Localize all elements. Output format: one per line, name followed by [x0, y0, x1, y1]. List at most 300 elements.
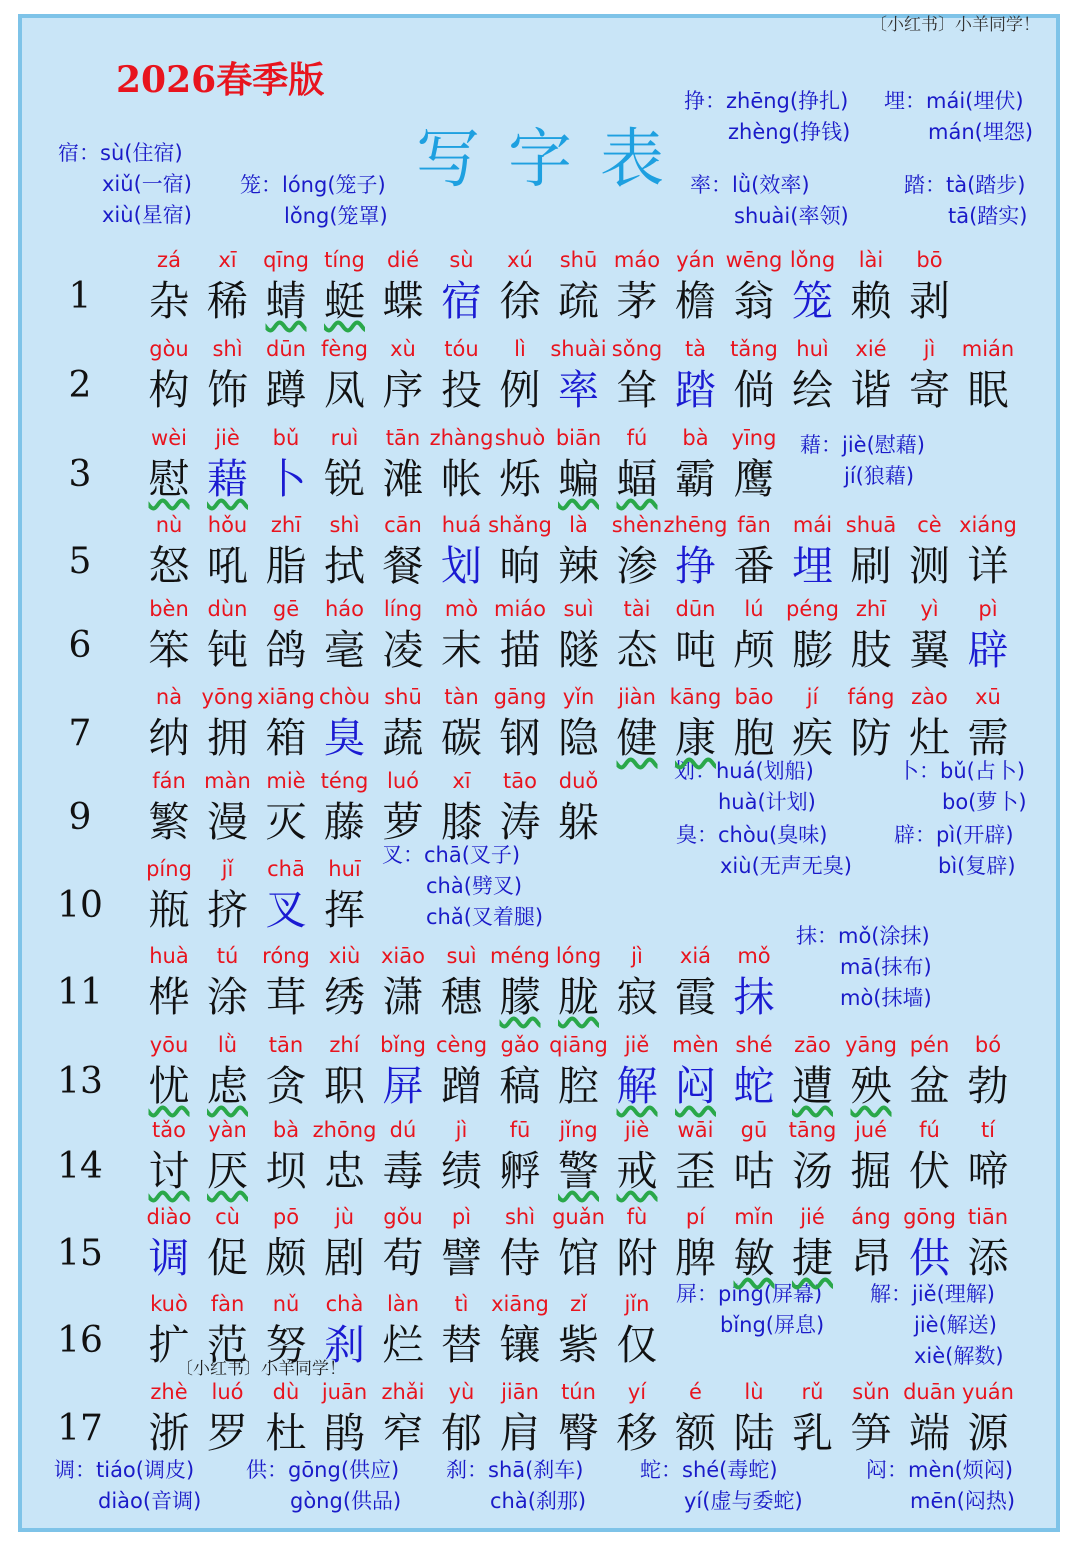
hanzi: 肩 [499, 1409, 541, 1457]
pinyin: xù [390, 337, 416, 361]
pinyin: zhōng [312, 1118, 377, 1142]
polyphone-note [58, 138, 192, 231]
note-reading: xiù(无声无臭) [720, 854, 852, 878]
pinyin: gē [272, 597, 300, 621]
note-reading: 屏：píng(屏幕) [676, 1282, 823, 1306]
pinyin: dùn [207, 597, 248, 621]
pinyin: zǐ [570, 1292, 587, 1316]
pinyin: xī [218, 248, 237, 272]
pinyin: zhàng [429, 426, 494, 450]
hanzi: 烂 [382, 1321, 424, 1369]
hanzi: 踏 [675, 366, 716, 414]
pinyin: lài [858, 248, 884, 272]
hanzi: 咕 [733, 1147, 775, 1195]
hanzi: 罗 [207, 1409, 248, 1457]
pinyin: jiě [624, 1033, 650, 1057]
hanzi: 替 [441, 1321, 482, 1369]
hanzi: 额 [675, 1409, 716, 1457]
hanzi: 啼 [967, 1147, 1009, 1195]
hanzi: 描 [499, 626, 541, 674]
pinyin: tú [216, 944, 239, 968]
row-number: 10 [57, 885, 103, 926]
pinyin: mǒ [737, 944, 771, 968]
pinyin: yì [920, 597, 939, 621]
note-reading: 抹：mǒ(涂抹) [796, 924, 930, 948]
hanzi: 详 [967, 542, 1009, 590]
pinyin: diào [146, 1205, 192, 1229]
hanzi: 刹 [324, 1321, 365, 1369]
note-reading: 辟：pì(开辟) [894, 823, 1014, 847]
pinyin: yǐn [562, 685, 595, 709]
note-reading: chà(刹那) [490, 1489, 587, 1513]
char-cell [901, 246, 959, 328]
pinyin: nà [155, 685, 183, 709]
hanzi: 繁 [148, 798, 190, 846]
pinyin: dūn [266, 337, 306, 361]
table-row [0, 855, 1080, 945]
pinyin: gòu [149, 337, 189, 361]
hanzi: 剧 [324, 1234, 365, 1282]
note-reading: 划：huá(划船) [674, 759, 814, 783]
hanzi: 范 [207, 1321, 248, 1369]
hanzi: 耸 [616, 366, 658, 414]
pinyin: lǒng [789, 248, 836, 272]
pinyin: fān [737, 513, 771, 537]
pinyin: luó [211, 1380, 244, 1404]
hanzi: 萝 [382, 798, 424, 846]
pinyin: suì [446, 944, 477, 968]
pinyin: jǐn [624, 1292, 650, 1316]
hanzi: 稀 [207, 277, 248, 325]
hanzi: 灭 [265, 798, 307, 846]
pinyin: shé [735, 1033, 773, 1057]
pinyin: lù [744, 1380, 764, 1404]
pinyin: làn [386, 1292, 419, 1316]
pinyin: shuā [845, 513, 897, 537]
hanzi: 健 [616, 714, 658, 762]
pinyin: pì [451, 1205, 472, 1229]
hanzi: 防 [850, 714, 892, 762]
pinyin: xiāng [491, 1292, 549, 1316]
pinyin: róng [262, 944, 310, 968]
hanzi: 箱 [265, 714, 307, 762]
table-row [0, 1116, 1080, 1206]
pinyin: tǎo [152, 1118, 186, 1142]
pinyin: tàn [444, 685, 479, 709]
char-cell [725, 424, 783, 506]
hanzi: 埋 [792, 542, 833, 590]
hanzi: 颅 [733, 626, 775, 674]
hanzi: 脾 [675, 1234, 716, 1282]
hanzi: 虑 [207, 1062, 248, 1110]
note-reading: 埋：mái(埋伏) [884, 89, 1024, 113]
pinyin: tíng [324, 248, 365, 272]
note-reading: 蛇：shé(毒蛇) [640, 1458, 778, 1482]
hanzi: 盆 [909, 1062, 950, 1110]
hanzi: 源 [967, 1409, 1009, 1457]
note-reading: 闷：mèn(烦闷) [866, 1458, 1014, 1482]
watermark-mid: 〔小红书〕小羊同学！ [176, 1359, 346, 1379]
hanzi: 陆 [733, 1409, 775, 1457]
hanzi: 瓶 [148, 886, 190, 934]
pinyin: wèi [151, 426, 187, 450]
row-number: 14 [57, 1146, 103, 1187]
note-reading: bo(萝卜) [942, 790, 1027, 814]
hanzi: 绩 [441, 1147, 482, 1195]
hanzi: 徐 [499, 277, 541, 325]
pinyin: tài [623, 597, 651, 621]
pinyin: nù [155, 513, 183, 537]
pinyin: nǔ [272, 1292, 300, 1316]
hanzi: 勃 [967, 1062, 1009, 1110]
pinyin: luó [387, 769, 419, 793]
table-row [0, 335, 1080, 425]
hanzi: 扩 [148, 1321, 190, 1369]
note-reading: 踏：tà(踏步) [904, 173, 1026, 197]
hanzi: 苟 [382, 1234, 424, 1282]
note-reading: chà(劈叉) [426, 874, 523, 898]
hanzi: 餐 [382, 542, 424, 590]
row-number: 15 [57, 1233, 103, 1274]
hanzi: 膝 [441, 798, 482, 846]
hanzi: 藤 [324, 798, 365, 846]
pinyin: zhǎi [381, 1380, 425, 1404]
pinyin: shèn [611, 513, 663, 537]
hanzi: 警 [558, 1147, 599, 1195]
hanzi: 馆 [558, 1234, 599, 1282]
pinyin: gāng [493, 685, 547, 709]
row-number: 5 [68, 541, 92, 582]
char-cell [959, 1116, 1017, 1198]
polyphone-note [690, 170, 849, 232]
pinyin: xié [855, 337, 887, 361]
hanzi: 职 [324, 1062, 365, 1110]
hanzi: 遭 [792, 1062, 833, 1110]
pinyin: jiàn [618, 685, 656, 709]
hanzi: 寂 [616, 973, 658, 1021]
hanzi: 疾 [792, 714, 833, 762]
pinyin: kāng [669, 685, 722, 709]
note-reading: jiè(解送) [914, 1313, 997, 1337]
hanzi: 刷 [850, 542, 892, 590]
hanzi: 解 [616, 1062, 658, 1110]
pinyin: dūn [675, 597, 716, 621]
hanzi: 茸 [265, 973, 307, 1021]
hanzi: 灶 [909, 714, 950, 762]
hanzi: 附 [616, 1234, 658, 1282]
pinyin: ruì [330, 426, 359, 450]
pinyin: yāng [845, 1033, 897, 1057]
pinyin: tāng [788, 1118, 837, 1142]
hanzi: 紫 [558, 1321, 599, 1369]
hanzi: 凤 [324, 366, 365, 414]
note-reading: 解：jiě(理解) [870, 1282, 995, 1306]
hanzi: 序 [382, 366, 424, 414]
hanzi: 吨 [675, 626, 716, 674]
hanzi: 浙 [148, 1409, 190, 1457]
pinyin: jì [923, 337, 936, 361]
hanzi: 康 [675, 714, 716, 762]
pinyin: fán [152, 769, 186, 793]
char-cell [959, 511, 1017, 593]
hanzi: 忧 [148, 1062, 190, 1110]
pinyin: xiù [328, 944, 361, 968]
pinyin: dú [389, 1118, 417, 1142]
hanzi: 测 [909, 542, 950, 590]
hanzi: 肢 [850, 626, 892, 674]
pinyin: zhī [270, 513, 302, 537]
pinyin: háo [324, 597, 365, 621]
pinyin: bāo [734, 685, 774, 709]
hanzi: 朦 [499, 973, 541, 1021]
note-reading: jí(狼藉) [844, 464, 915, 488]
hanzi: 檐 [675, 277, 716, 325]
pinyin: cèng [435, 1033, 488, 1057]
hanzi: 疏 [558, 277, 599, 325]
hanzi: 敏 [733, 1234, 775, 1282]
pinyin: yōng [201, 685, 254, 709]
hanzi: 蝠 [616, 455, 658, 503]
pinyin: fù [626, 1205, 648, 1229]
pinyin: fú [626, 426, 648, 450]
pinyin: gǎo [500, 1033, 540, 1057]
hanzi: 贪 [265, 1062, 307, 1110]
hanzi: 吼 [207, 542, 248, 590]
pinyin: tān [268, 1033, 304, 1057]
hanzi: 乳 [792, 1409, 833, 1457]
hanzi: 涛 [499, 798, 541, 846]
hanzi: 譬 [441, 1234, 482, 1282]
hanzi: 鹰 [733, 455, 775, 503]
hanzi: 渗 [616, 542, 658, 590]
pinyin: shuò [494, 426, 546, 450]
pinyin: mái [792, 513, 833, 537]
note-reading: 臭：chòu(臭味) [676, 823, 828, 847]
row-number: 3 [68, 454, 92, 495]
char-cell [608, 1290, 666, 1372]
hanzi: 隐 [558, 714, 599, 762]
hanzi: 晌 [499, 542, 541, 590]
row-number: 2 [68, 365, 92, 406]
hanzi: 态 [616, 626, 658, 674]
pinyin: tì [454, 1292, 469, 1316]
pinyin: zá [157, 248, 181, 272]
pinyin: jǐ [221, 857, 234, 881]
hanzi: 涂 [207, 973, 248, 1021]
pinyin: bǐng [380, 1033, 426, 1057]
hanzi: 臭 [324, 714, 365, 762]
hanzi: 辣 [558, 542, 599, 590]
table-row [0, 511, 1080, 601]
pinyin: bà [682, 426, 709, 450]
pinyin: sù [449, 248, 474, 272]
hanzi: 添 [967, 1234, 1009, 1282]
pinyin: zhí [329, 1033, 360, 1057]
hanzi: 漫 [207, 798, 248, 846]
hanzi: 郁 [441, 1409, 482, 1457]
note-reading: mā(抹布) [840, 955, 932, 979]
note-reading: mán(埋怨) [928, 120, 1034, 144]
pinyin: wāi [677, 1118, 714, 1142]
hanzi: 挥 [324, 886, 365, 934]
pinyin: xiāng [257, 685, 315, 709]
table-row [0, 595, 1080, 685]
table-row [0, 246, 1080, 336]
pinyin: shì [212, 337, 243, 361]
pinyin: shū [559, 248, 598, 272]
pinyin: qīng [263, 248, 309, 272]
hanzi: 饰 [207, 366, 248, 414]
hanzi: 霞 [675, 973, 716, 1021]
note-reading: zhèng(挣钱) [728, 120, 851, 144]
hanzi: 烁 [499, 455, 541, 503]
hanzi: 臀 [558, 1409, 599, 1457]
hanzi: 侍 [499, 1234, 541, 1282]
pinyin: tí [980, 1118, 996, 1142]
hanzi: 率 [558, 366, 599, 414]
hanzi: 锐 [324, 455, 365, 503]
pinyin: téng [320, 769, 369, 793]
note-reading: bǐng(屏息) [720, 1313, 825, 1337]
table-row [0, 1203, 1080, 1293]
pinyin: zhè [150, 1380, 188, 1404]
pinyin: guǎn [552, 1205, 605, 1229]
note-reading: diào(音调) [98, 1489, 202, 1513]
pinyin: kuò [150, 1292, 188, 1316]
pinyin: sǒng [611, 337, 663, 361]
hanzi: 讨 [148, 1147, 190, 1195]
pinyin: yí [627, 1380, 647, 1404]
note-reading: 笼：lóng(笼子) [240, 173, 386, 197]
pinyin: tóu [444, 337, 479, 361]
table-row [0, 683, 1080, 773]
row-number: 11 [57, 972, 103, 1013]
hanzi: 抹 [733, 973, 775, 1021]
pinyin: jì [455, 1118, 468, 1142]
pinyin: jiè [624, 1118, 650, 1142]
pinyin: cù [215, 1205, 240, 1229]
pinyin: áng [851, 1205, 891, 1229]
hanzi: 怒 [148, 542, 190, 590]
note-reading: chǎ(叉着腿) [426, 905, 544, 929]
hanzi: 桦 [148, 973, 190, 1021]
pinyin: wēng [725, 248, 783, 272]
hanzi: 胞 [733, 714, 775, 762]
hanzi: 谐 [850, 366, 892, 414]
char-cell [316, 855, 374, 937]
note-reading: tā(踏实) [948, 204, 1028, 228]
pinyin: péng [786, 597, 839, 621]
pinyin: huà [149, 944, 189, 968]
pinyin: là [569, 513, 588, 537]
pinyin: gǒu [383, 1205, 423, 1229]
hanzi: 绣 [324, 973, 365, 1021]
pinyin: màn [204, 769, 251, 793]
pinyin: tún [561, 1380, 596, 1404]
row-number: 16 [57, 1320, 103, 1361]
edition-label: 2026春季版 [116, 59, 325, 101]
pinyin: líng [383, 597, 423, 621]
pinyin: jié [800, 1205, 825, 1229]
hanzi: 拭 [324, 542, 365, 590]
hanzi: 钢 [499, 714, 541, 762]
pinyin: xiá [679, 944, 712, 968]
pinyin: zhēng [663, 513, 728, 537]
hanzi: 捷 [792, 1234, 833, 1282]
hanzi: 划 [441, 542, 482, 590]
pinyin: bà [272, 1118, 300, 1142]
hanzi: 滩 [382, 455, 424, 503]
pinyin: shū [384, 685, 422, 709]
hanzi: 翼 [909, 626, 950, 674]
note-reading: lǒng(笼罩) [284, 204, 388, 228]
pinyin: huá [441, 513, 482, 537]
note-reading: xiǔ(一宿) [102, 172, 192, 196]
hanzi: 移 [616, 1409, 658, 1457]
hanzi: 挤 [207, 886, 248, 934]
hanzi: 蜻 [265, 277, 307, 325]
hanzi: 眠 [967, 366, 1009, 414]
pinyin: rǔ [801, 1380, 824, 1404]
page-title: 写字表 [416, 123, 692, 197]
pinyin: yōu [149, 1033, 189, 1057]
pinyin: bó [974, 1033, 1002, 1057]
hanzi: 钝 [207, 626, 248, 674]
table-row [0, 767, 1080, 857]
hanzi: 剥 [909, 277, 950, 325]
pinyin: huī [328, 857, 361, 881]
hanzi: 胧 [558, 973, 599, 1021]
pinyin: mò [444, 597, 479, 621]
pinyin: biān [555, 426, 602, 450]
hanzi: 凌 [382, 626, 424, 674]
hanzi: 窄 [382, 1409, 424, 1457]
hanzi: 蝙 [558, 455, 599, 503]
pinyin: é [689, 1380, 702, 1404]
hanzi: 忠 [324, 1147, 365, 1195]
pinyin: yīng [731, 426, 777, 450]
hanzi: 翁 [733, 277, 775, 325]
pinyin: jù [334, 1205, 355, 1229]
hanzi: 促 [207, 1234, 248, 1282]
hanzi: 殃 [850, 1062, 892, 1110]
pinyin: fáng [847, 685, 895, 709]
hanzi: 穗 [441, 973, 482, 1021]
polyphone-note [684, 86, 850, 148]
note-reading: 叉：chā(叉子) [382, 843, 521, 867]
hanzi: 潇 [382, 973, 424, 1021]
hanzi: 赖 [850, 277, 892, 325]
pinyin: bǔ [272, 426, 300, 450]
row-number: 13 [57, 1061, 103, 1102]
note-reading: 供：gōng(供应) [246, 1458, 400, 1482]
pinyin: pì [978, 597, 998, 621]
pinyin: xī [452, 769, 471, 793]
pinyin: xú [507, 248, 533, 272]
pinyin: pí [685, 1205, 706, 1229]
pinyin: fú [919, 1118, 940, 1142]
pinyin: dù [272, 1380, 300, 1404]
pinyin: huì [796, 337, 829, 361]
hanzi: 霸 [675, 455, 716, 503]
polyphone-note [904, 170, 1028, 232]
pinyin: xū [975, 685, 1001, 709]
hanzi: 辟 [967, 626, 1009, 674]
hanzi: 蔬 [382, 714, 424, 762]
hanzi: 投 [441, 366, 482, 414]
char-cell [959, 595, 1017, 677]
note-reading: 率：lǜ(效率) [690, 173, 810, 197]
